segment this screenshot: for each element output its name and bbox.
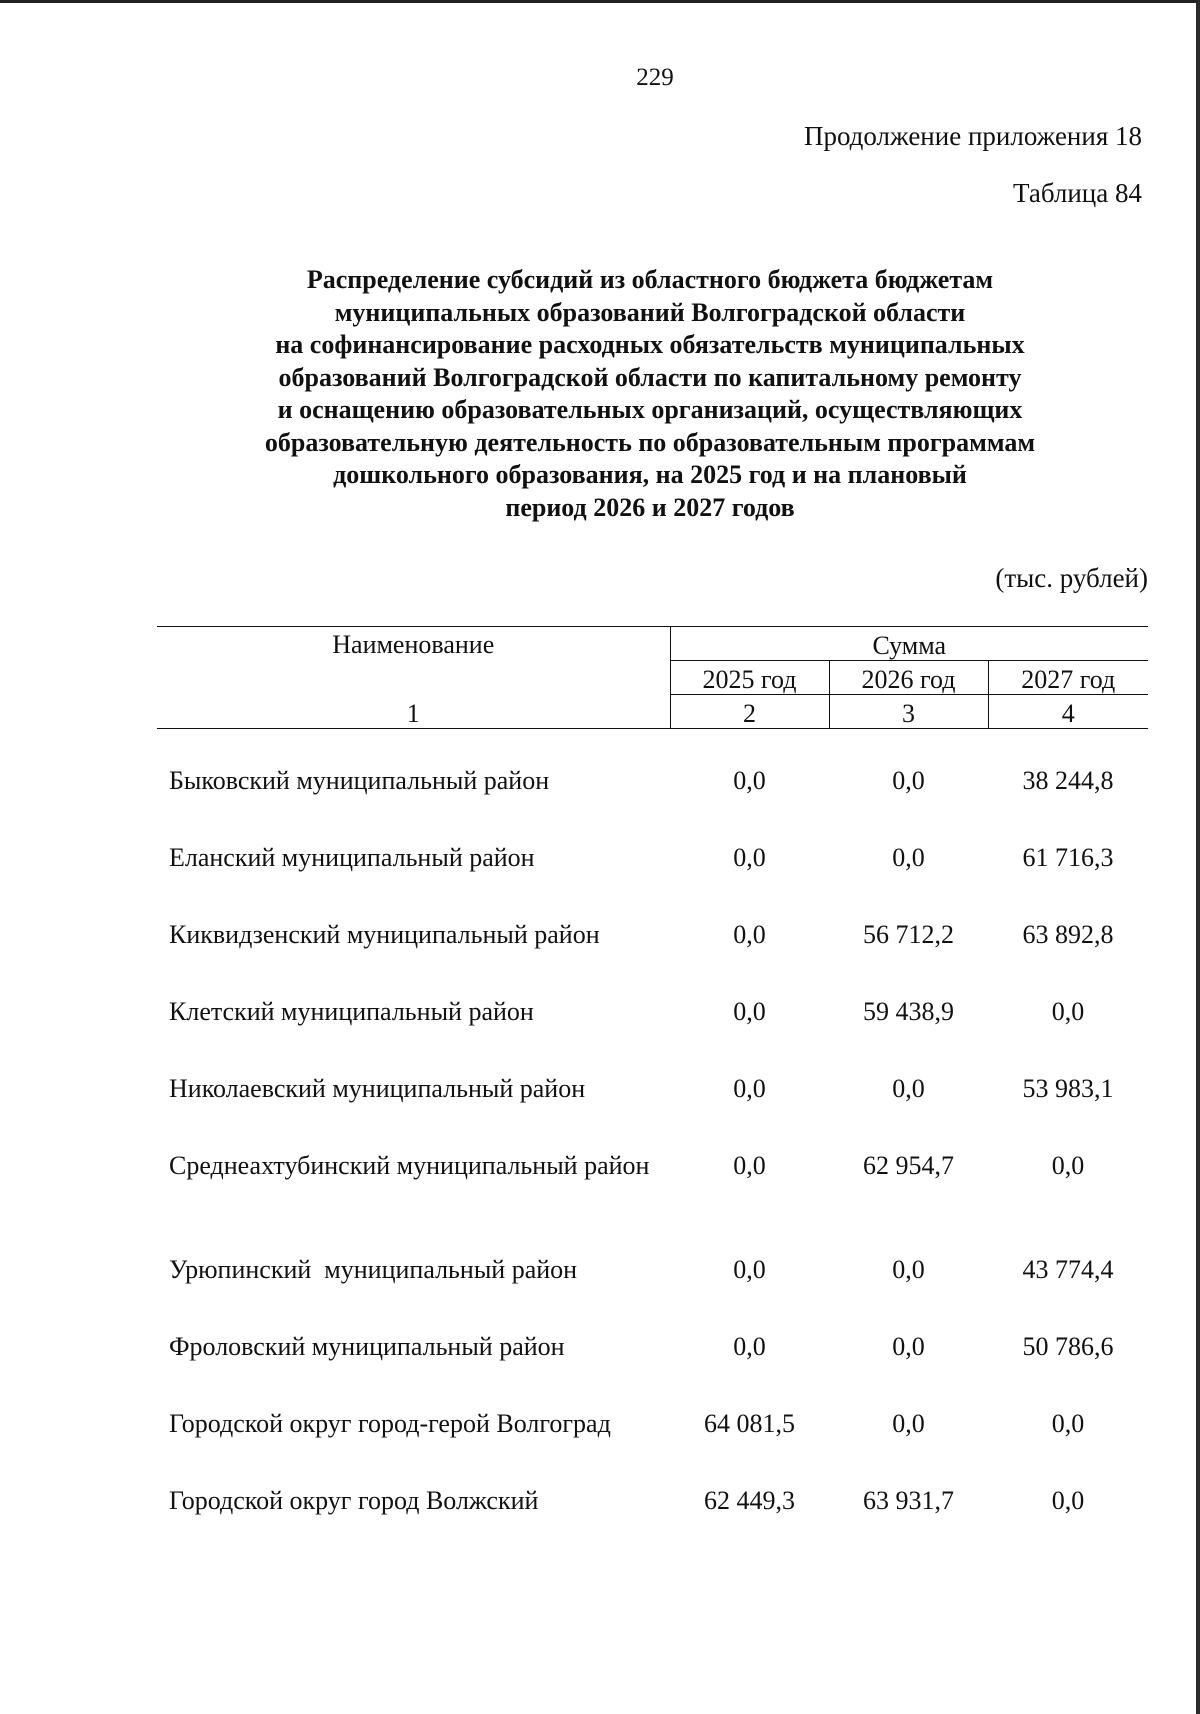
amount-2026: 63 931,7	[863, 1486, 954, 1515]
amount-2027: 38 244,8	[1022, 766, 1114, 795]
subsidies-table	[157, 626, 1148, 1561]
amount-2027: 61 716,3	[1022, 843, 1114, 872]
table-number: Таблица 84	[1013, 178, 1142, 208]
table-row	[157, 1330, 1148, 1407]
header-year-2027: 2027 год	[988, 661, 1148, 695]
amount-2026: 62 954,7	[863, 1151, 954, 1180]
table-row	[157, 764, 1148, 841]
header-name: Наименование	[157, 627, 670, 695]
amount-2025: 62 449,3	[704, 1486, 795, 1515]
amount-2025: 0,0	[733, 997, 766, 1026]
amount-2026: 0,0	[892, 1409, 925, 1438]
amount-2026: 56 712,2	[863, 920, 954, 949]
scan-edge-top	[0, 0, 1200, 3]
amount-2026: 0,0	[892, 1255, 925, 1284]
amount-2027: 0,0	[1051, 1486, 1085, 1515]
municipality-name: Быковский муниципальный район	[169, 766, 550, 795]
amount-2025: 0,0	[733, 1255, 766, 1284]
table-row	[157, 1253, 1148, 1330]
document-title	[180, 264, 1120, 524]
appendix-continuation: Продолжение приложения 18	[803, 121, 1142, 151]
table-row	[157, 841, 1148, 918]
amount-2025: 0,0	[733, 1151, 766, 1180]
municipality-name: Киквидзенский муниципальный район	[169, 920, 600, 949]
municipality-name: Городской округ город-герой Волгоград	[169, 1409, 611, 1438]
amount-2025: 0,0	[733, 920, 766, 949]
table-row	[157, 1484, 1148, 1561]
header-year-2025: 2025 год	[670, 661, 829, 695]
title-line: и оснащению образовательных организаций, осуществляющих	[277, 395, 1023, 424]
header-year-2026: 2026 год	[829, 661, 988, 695]
amount-2026: 0,0	[892, 1074, 925, 1103]
amount-2026: 0,0	[892, 1332, 925, 1361]
page-number: 229	[636, 64, 674, 91]
column-number-2: 2	[670, 695, 829, 729]
municipality-name: Урюпинский муниципальный район	[169, 1255, 578, 1284]
table-row	[157, 995, 1148, 1072]
title-line: на софинансирование расходных обязательств муниципальных	[275, 330, 1025, 359]
title-line: муниципальных образований Волгоградской области	[334, 297, 966, 327]
municipality-name: Среднеахтубинский муниципальный район	[169, 1151, 650, 1180]
municipality-name: Николаевский муниципальный район	[169, 1074, 586, 1103]
title-line: образовательную деятельность по образовательным программам	[264, 427, 1036, 457]
amount-2025: 0,0	[733, 843, 766, 872]
municipality-name: Еланский муниципальный район	[169, 843, 535, 872]
column-number-3: 3	[829, 695, 988, 729]
column-number-4: 4	[988, 695, 1148, 729]
amount-2027: 0,0	[1051, 997, 1085, 1026]
title-line: Распределение субсидий из областного бюджета бюджетам	[306, 265, 994, 294]
table-body	[157, 729, 1148, 1562]
amount-2026: 0,0	[892, 843, 925, 872]
scan-edge-right	[1196, 0, 1200, 1714]
column-number-1: 1	[157, 695, 670, 729]
amount-2027: 0,0	[1051, 1409, 1085, 1438]
amount-2027: 0,0	[1051, 1151, 1085, 1180]
table-row	[157, 1072, 1148, 1149]
amount-2025: 0,0	[733, 1074, 766, 1103]
amount-2026: 59 438,9	[863, 997, 954, 1026]
table-row	[157, 918, 1148, 995]
units-label: (тыс. рублей)	[995, 563, 1148, 593]
municipality-name: Городской округ город Волжский	[169, 1486, 539, 1515]
title-line: образований Волгоградской области по капитальному ремонту	[278, 362, 1022, 392]
amount-2025: 0,0	[733, 766, 766, 795]
amount-2027: 43 774,4	[1022, 1255, 1114, 1284]
amount-2027: 53 983,1	[1022, 1074, 1114, 1103]
amount-2025: 0,0	[733, 1332, 766, 1361]
header-sum: Сумма	[670, 627, 1148, 661]
table-row	[157, 1407, 1148, 1484]
table-row	[157, 1149, 1148, 1253]
municipality-name: Клетский муниципальный район	[169, 997, 534, 1026]
amount-2027: 63 892,8	[1022, 920, 1114, 949]
amount-2026: 0,0	[892, 766, 925, 795]
table-header	[157, 627, 1148, 729]
amount-2027: 50 786,6	[1022, 1332, 1114, 1361]
title-line: дошкольного образования, на 2025 год и на плановый	[333, 460, 967, 489]
amount-2025: 64 081,5	[704, 1409, 795, 1438]
title-line: период 2026 и 2027 годов	[505, 492, 795, 522]
municipality-name: Фроловский муниципальный район	[169, 1332, 565, 1361]
